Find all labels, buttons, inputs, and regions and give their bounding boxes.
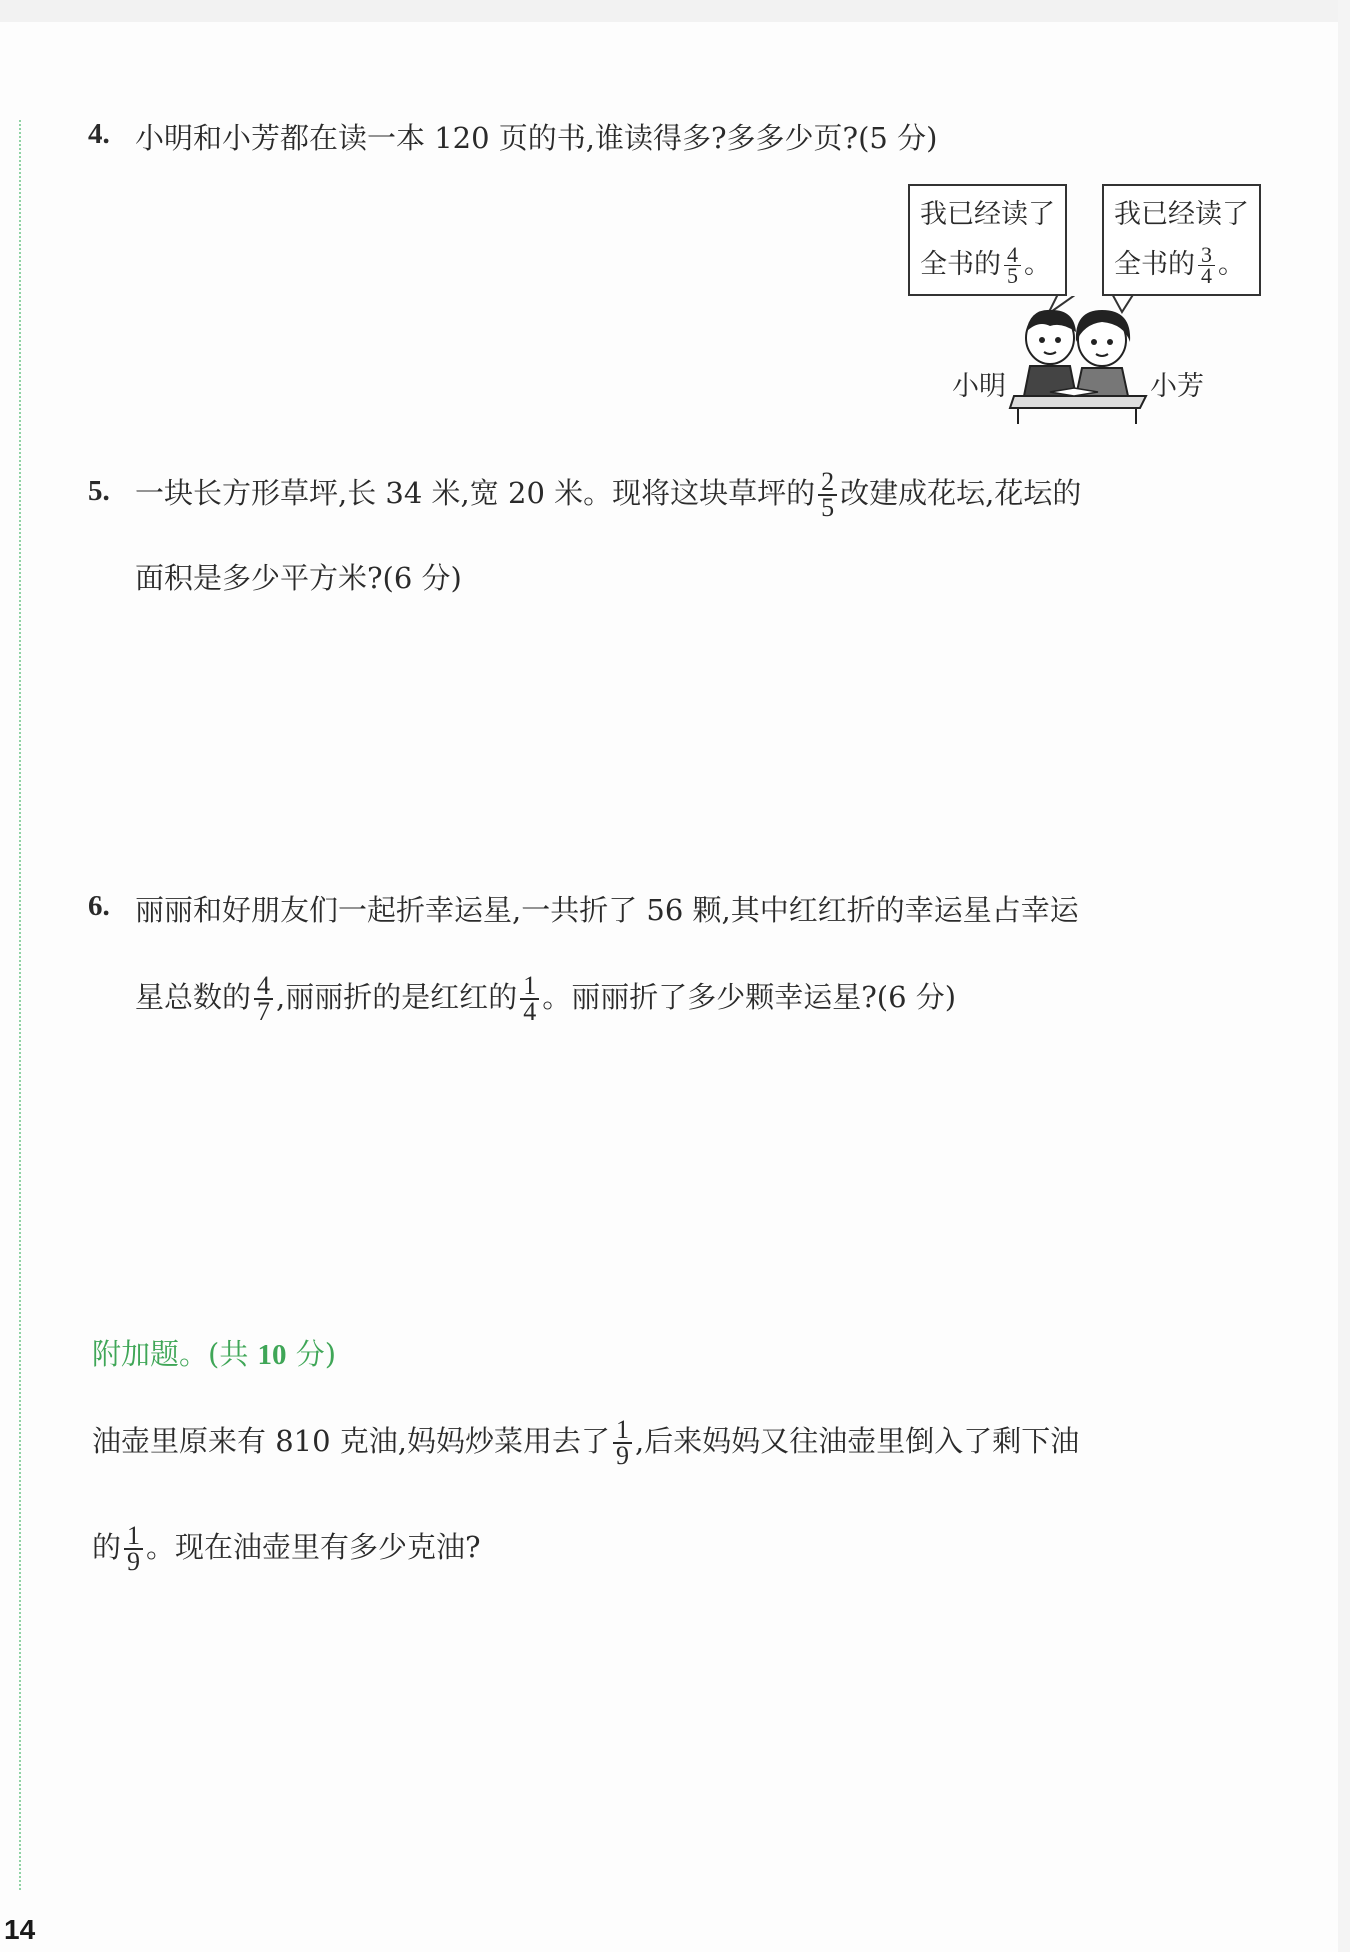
bonus-line-2: 的 $\frac{1}{9}$ 。现在油壶里有多少克油? xyxy=(92,1521,481,1576)
bonus-title: 附加题。(共 10 分) xyxy=(92,1337,337,1371)
label-xiaoming: 小明 xyxy=(952,371,1006,402)
q5-line-2: 面积是多少平方米?(6 分) xyxy=(135,561,462,595)
q5-number: 5. xyxy=(88,475,110,507)
fraction: $\frac{1}{4}$ xyxy=(520,974,539,1024)
q6-number: 6. xyxy=(88,890,110,922)
fraction: $\frac{2}{5}$ xyxy=(818,470,837,520)
bubble-line-1: 我已经读了 xyxy=(1114,199,1249,230)
q4-number: 4. xyxy=(88,118,110,150)
bubble-line-1: 我已经读了 xyxy=(920,199,1055,230)
right-band xyxy=(1338,0,1350,1952)
q6-line-2: 星总数的 $\frac{4}{7}$ ,丽丽折的是红红的 $\frac{1}{4}$ 。丽丽折了多少颗幸运星?(6 分) xyxy=(135,971,957,1026)
fraction: $\frac{4}{5}$ xyxy=(1004,245,1021,286)
top-band xyxy=(0,0,1350,22)
bubble-line-2: 全书的 $\frac{4}{5}$ 。 xyxy=(920,242,1051,288)
speech-bubble-xiaoming xyxy=(908,184,1067,296)
fraction: $\frac{1}{9}$ xyxy=(613,1418,632,1468)
fraction: $\frac{3}{4}$ xyxy=(1198,245,1215,286)
q5-line-1: 一块长方形草坪,长 34 米,宽 20 米。现将这块草坪的 $\frac{2}{5}$ 改建成花坛,花坛的 xyxy=(135,467,1082,522)
q6-line-1: 丽丽和好朋友们一起折幸运星,一共折了 56 颗,其中红红折的幸运星占幸运 xyxy=(135,893,1079,927)
bonus-line-1: 油壶里原来有 810 克油,妈妈炒菜用去了 $\frac{1}{9}$ ,后来妈妈又往油壶里倒入了剩下油 xyxy=(92,1415,1080,1470)
q4-text: 小明和小芳都在读一本 120 页的书,谁读得多?多多少页?(5 分) xyxy=(135,121,938,155)
kids-reading-illustration xyxy=(990,296,1160,426)
fraction: $\frac{1}{9}$ xyxy=(124,1524,143,1574)
page-number: 14 xyxy=(4,1914,36,1945)
speech-bubble-xiaofang xyxy=(1102,184,1261,296)
margin-dotted-line xyxy=(19,120,21,1890)
bubble-line-2: 全书的 $\frac{3}{4}$ 。 xyxy=(1114,242,1245,288)
fraction: $\frac{4}{7}$ xyxy=(254,974,273,1024)
label-xiaofang: 小芳 xyxy=(1150,371,1204,402)
